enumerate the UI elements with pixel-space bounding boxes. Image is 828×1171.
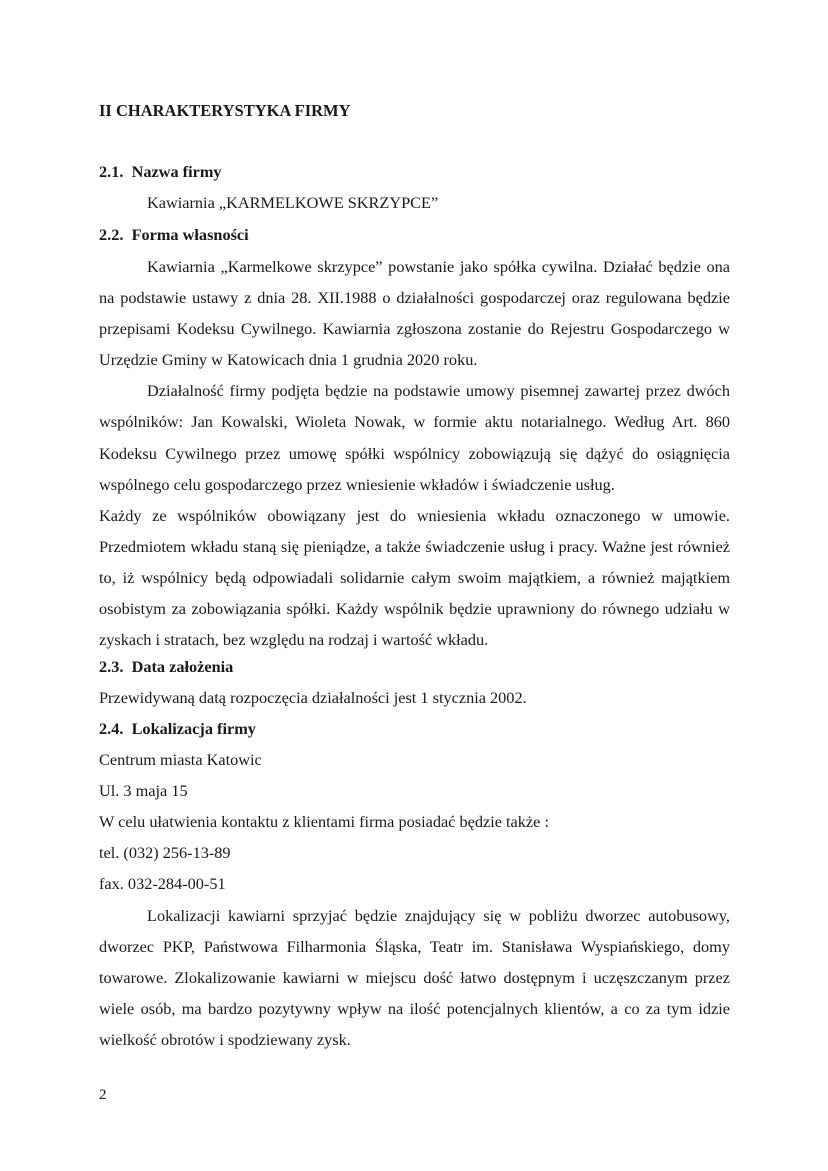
section-2-4-heading bbox=[99, 719, 256, 739]
founding-date: Przewidywaną datą rozpoczęcia działalności jest 1 stycznia 2002. bbox=[99, 688, 527, 707]
section-2-2-heading bbox=[99, 225, 249, 245]
section-number: 2.2. bbox=[99, 225, 124, 244]
section-number: 2.4. bbox=[99, 719, 124, 738]
paragraph: Każdy ze wspólników obowiązany jest do wniesienia wkładu oznaczonego w umowie. Przedmiotem wkładu staną się pieniądze, a także świadczenie usług i pracy. Ważne jest również to, iż wspólnicy będą odpowiadali solidarnie całym swoim majątkiem, a również majątkiem osobistym za zobowiązania spółki. Każdy wspólnik będzie uprawniony do równego udziału w zyskach i stratach, bez względu na rodzaj i wartość wkładu. bbox=[99, 505, 730, 650]
section-number: 2.3. bbox=[99, 657, 124, 676]
section-2-4-body bbox=[99, 900, 730, 1055]
section-2-1-heading bbox=[99, 162, 222, 182]
section-title: Nazwa firmy bbox=[131, 162, 222, 181]
paragraph: Działalność firmy podjęta będzie na podstawie umowy pisemnej zawartej przez dwóch wspólników: Jan Kowalski, Wioleta Nowak, w formie aktu notarialnego. Według Art. 860 Kodeksu Cywilnego przez umowę spółki wspólnicy zobowiązują się dążyć do osiągnięcia wspólnego celu gospodarczego przez wniesienie wkładów i świadczenie usług. bbox=[99, 381, 730, 494]
section-2-3-heading bbox=[99, 657, 233, 677]
section-number: 2.1. bbox=[99, 162, 124, 181]
section-title: Lokalizacja firmy bbox=[131, 719, 256, 738]
page-number: 2 bbox=[99, 1087, 107, 1103]
paragraph: Lokalizacji kawiarni sprzyjać będzie znajdujący się w pobliżu dworzec autobusowy, dworzec PKP, Państwowa Filharmonia Śląska, Teatr im. Stanisława Wyspiańskiego, domy towarowe. Zlokalizowanie kawiarni w miejscu dość łatwo dostępnym i uczęszczanym przez wiele osób, ma bardzo pozytywny wpływ na ilość potencjalnych klientów, a co za tym idzie wielkość obrotów i spodziewany zysk. bbox=[99, 906, 730, 1050]
paragraph: Kawiarnia „Karmelkowe skrzypce” powstanie jako spółka cywilna. Działać będzie ona na podstawie ustawy z dnia 28. XII.1988 o działalności gospodarczej oraz regulowana będzie przepisami Kodeksu Cywilnego. Kawiarnia zgłoszona zostanie do Rejestru Gospodarczego w Urzędzie Gminy w Katowicach dnia 1 grudnia 2020 roku. bbox=[99, 257, 730, 370]
contact-intro: W celu ułatwienia kontaktu z klientami firma posiadać będzie także : bbox=[99, 812, 549, 831]
section-title: Forma własności bbox=[131, 225, 249, 244]
fax-number: fax. 032-284-00-51 bbox=[99, 874, 226, 893]
phone-number: tel. (032) 256-13-89 bbox=[99, 843, 231, 862]
location-street: Ul. 3 maja 15 bbox=[99, 781, 188, 800]
company-name: Kawiarnia „KARMELKOWE SKRZYPCE” bbox=[147, 193, 439, 212]
section-2-2-body bbox=[99, 251, 730, 655]
section-title: Data założenia bbox=[131, 657, 234, 676]
location-city: Centrum miasta Katowic bbox=[99, 750, 262, 769]
chapter-heading: II CHARAKTERYSTYKA FIRMY bbox=[99, 101, 351, 120]
